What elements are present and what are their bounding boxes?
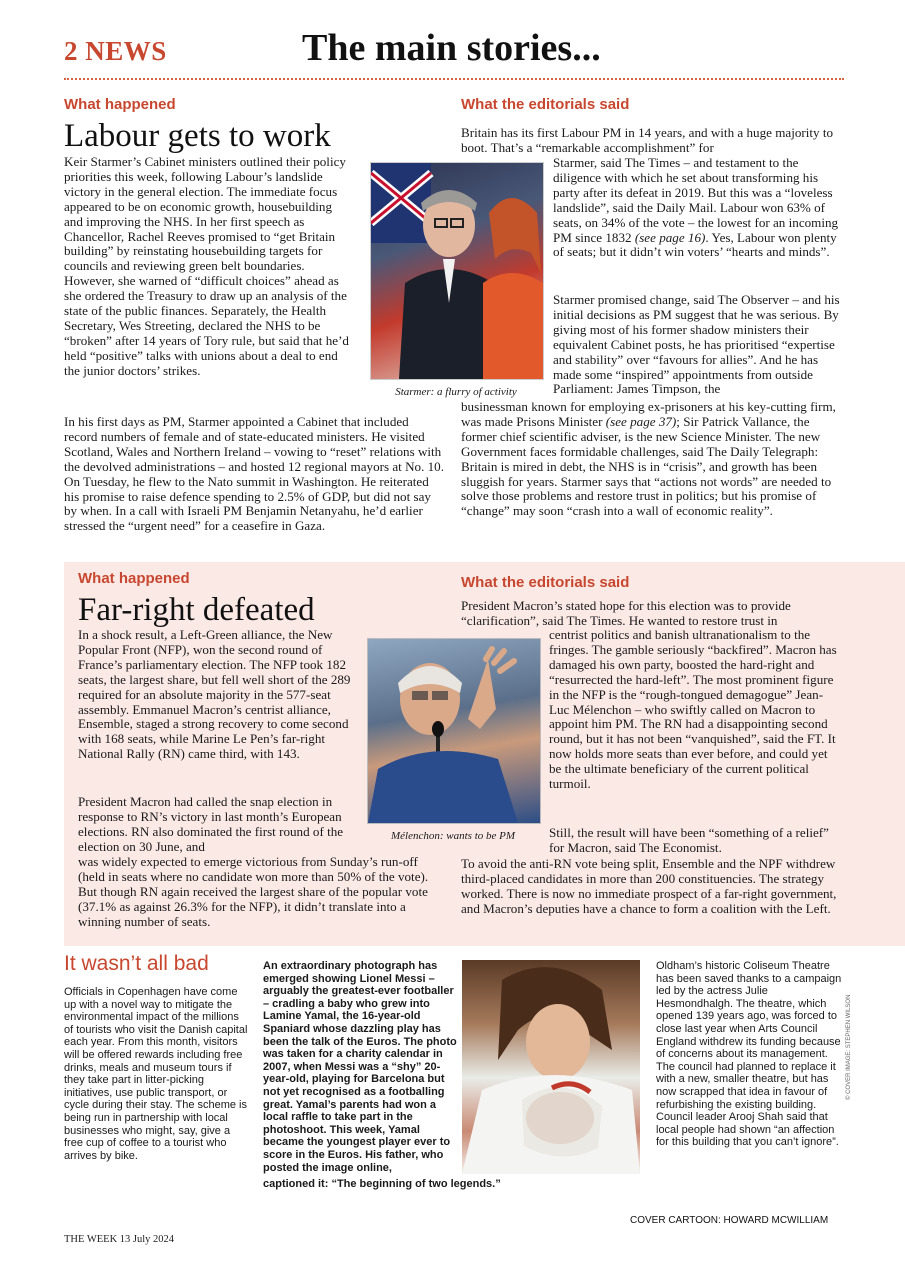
section1-editorials-text-a: Britain has its first Labour PM in 14 years, and with a huge majority to boot. That’s a “remarkable accomplishment” for (461, 125, 834, 155)
copenhagen-story: Officials in Copenhagen have come up with a novel way to mitigate the environmental impact of the millions of tourists who visit the Danish capital each year. From this month, visitors will be offered rewards including free drinks, meals and museum tours if they take part in litter-picking initiatives, use public transport, or cycle during their stay. The scheme is being run in partnership with local businesses who might, say, give a free cup of coffee to a tourist who arrives by bike. (64, 986, 248, 1162)
section1-headline: Labour gets to work (64, 118, 331, 154)
section2-kicker: What happened (78, 570, 190, 587)
starmer-photo (370, 162, 544, 380)
coliseum-theatre-story: Oldham’s historic Coliseum Theatre has been saved thanks to a campaign led by the actress Julie Hesmondhalgh. The theatre, which opened 139 years ago, was forced to close last year when Arts Council England withdrew its funding because of concerns about its management. The council had planned to replace it with a new, smaller theatre, but has now scrapped that idea in favour of refurbishing the existing building. Council leader Arooj Shah said that local people had shown “an affection for this building that you can’t ignore”. (656, 960, 842, 1149)
section1-kicker: What happened (64, 96, 176, 113)
section2-body-paragraph-2: President Macron had called the snap election in response to RN’s victory in last month’s European elections. RN also dominated the first round of the election on 30 June, and (78, 794, 344, 854)
page-reference-16: (see page 16) (634, 229, 706, 245)
starmer-photo-caption: Starmer: a flurry of activity (395, 386, 517, 398)
section1-editorials-text-d1: businessman known for employing ex-prisoners at his key-cutting firm, was made Prisons Minister (461, 399, 836, 429)
page-reference-37: (see page 37) (605, 413, 677, 429)
section3-title: It wasn’t all bad (64, 952, 209, 975)
section1-editorials-text-b2: . Yes, Labour won plenty of seats; but it didn’t win voters’ “hearts and minds”. (553, 229, 837, 260)
section2-editorials-text-d: To avoid the anti-RN vote being split, Ensemble and the NPF withdrew third-placed candidates in more than 200 constituencies. The strategy worked. There is now no immediate prospect of a far-right government, and Macron’s deputies have a chance to form a coalition with the Left. (461, 856, 837, 916)
section2-body-paragraph-1: In a shock result, a Left-Green alliance, the New Popular Front (NFP), won the second round of France’s parliamentary election. The NFP took 182 seats, the largest share, but fell well short of the 289 required for an absolute majority in the 577-seat assembly. Emmanuel Macron’s centrist alliance, Ensemble, staged a strong recovery to come second with 168 seats, while Marine Le Pen’s far-right National Rally (RN) came third, with 143. (78, 627, 351, 762)
section1-editorials-kicker: What the editorials said (461, 96, 630, 113)
section1-editorials-text-b1: Starmer, said The Times – and testament to the diligence with which he set about transforming his party after its defeat in 2019. But this was a “loveless landslide”, said the Daily Mail. Labour won 63% of seats, on 34% of the vote – the lowest for an incoming PM since 1832 (553, 155, 839, 245)
melenchon-photo-caption: Mélenchon: wants to be PM (390, 830, 516, 842)
section2-editorials-kicker: What the editorials said (461, 574, 630, 591)
messi-yamal-story-end: captioned it: “The beginning of two legends.” (263, 1178, 501, 1190)
section1-editorials-text-c: Starmer promised change, said The Observer – and his initial decisions as PM suggest that he was serious. By giving most of his former shadow ministers their equivalent Cabinet posts, he has prioritised “expertise and stability” over “favours for allies”. And he has made some “inspired” appointments from outside Parliament: James Timpson, the (553, 292, 840, 397)
section1-editorials-text-d2: ; Sir Patrick Vallance, the former chief scientific adviser, is the new Science Minister. The new Government faces formidable challenges, said The Daily Telegraph: Britain is mired in debt, the NHS is in “crisis”, and growth has been sluggish for years. Starmer says that “actions not words” are needed to solve those problems and restore trust in politics; but his promise of “change” may soon “crash into a wall of economic reality”. (461, 413, 832, 519)
section1-editorials-text-d (461, 400, 841, 519)
melenchon-photo (367, 638, 541, 824)
page-section-label: 2 NEWS (64, 36, 167, 66)
page-footer: THE WEEK 13 July 2024 (64, 1234, 175, 1245)
cover-image-credit: © COVER IMAGE: STEPHEN WILSON (846, 994, 852, 1100)
section1-editorials-text-b (553, 156, 841, 260)
cover-cartoon-credit: COVER CARTOON: HOWARD MCWILLIAM (630, 1215, 829, 1226)
section2-editorials-text-c: Still, the result will have been “something of a relief” for Macron, said The Economist. (549, 825, 829, 855)
page-title: The main stories... (302, 27, 601, 69)
section2-editorials-text-b: centrist politics and banish ultranationalism to the fringes. The gamble seriously “backfired”. Macron has damaged his own party, boosted the hard-right and “resurrected the hard-left”. The most prominent figure in the NFP is the “rough-tongued demagogue” Jean-Luc Mélenchon – who swiftly called on Macron to appoint him PM. The RN had a disappointing second round, but it has not been “vanquished”, said the FT. It now holds more seats than ever before, and could yet be the ultimate beneficiary of the current political turmoil. (549, 627, 837, 792)
section2-editorials-text-a: President Macron’s stated hope for this election was to provide “clarification”, said The Times. He wanted to restore trust in (461, 598, 791, 628)
messi-baby-photo (462, 960, 640, 1174)
header-divider (64, 78, 844, 80)
section2-headline: Far-right defeated (78, 592, 315, 628)
section2-body-paragraph-3: was widely expected to emerge victorious from Sunday’s run-off (held in seats where no candidate won more than 50% of the vote). But though RN again received the largest share of the popular vote (37.1% as against 26.3% for the NFP), it didn’t translate into a winning number of seats. (78, 854, 429, 929)
section1-body-paragraph-2: In his first days as PM, Starmer appointed a Cabinet that included record numbers of female and of state-educated ministers. He visited Scotland, Wales and Northern Ireland – vowing to “reset” relations with the devolved administrations – and hosted 12 regional mayors at No. 10. On Tuesday, he flew to the Nato summit in Washington. He reiterated his promise to raise defence spending to 2.5% of GDP, but did not say by when. In a call with Israeli PM Benjamin Netanyahu, he’d earlier stressed the “urgent need” for a ceasefire in Gaza. (64, 414, 445, 534)
section1-body-paragraph-1: Keir Starmer’s Cabinet ministers outlined their policy priorities this week, following Labour’s landslide victory in the general election. The immediate focus appeared to be on economic growth, housebuilding and improving the NHS. In her first speech as Chancellor, Rachel Reeves promised to “get Britain building” by reinstating housebuilding targets for councils and reviewing green belt boundaries. However, she warned of “difficult choices” ahead as she ordered the Treasury to draw up an analysis of the state of the public finances. Separately, the Health Secretary, Wes Streeting, declared the NHS to be “broken” after 14 years of Tory rule, but said that he’d held “positive” talks with unions about a deal to end the junior doctors’ strikes. (64, 154, 349, 378)
messi-yamal-story: An extraordinary photograph has emerged showing Lionel Messi – arguably the greatest-ever footballer – cradling a baby who grew into Lamine Yamal, the 16-year-old Spaniard whose dazzling play has been the talk of the Euros. The photo was taken for a charity calendar in 2007, when Messi was a “shy” 20-year-old, playing for Barcelona but not yet recognised as a footballing great. Yamal’s parents had won a local raffle to take part in the photoshoot. This week, Yamal became the youngest player ever to score in the Euros. His father, who posted the image online, (263, 960, 457, 1174)
